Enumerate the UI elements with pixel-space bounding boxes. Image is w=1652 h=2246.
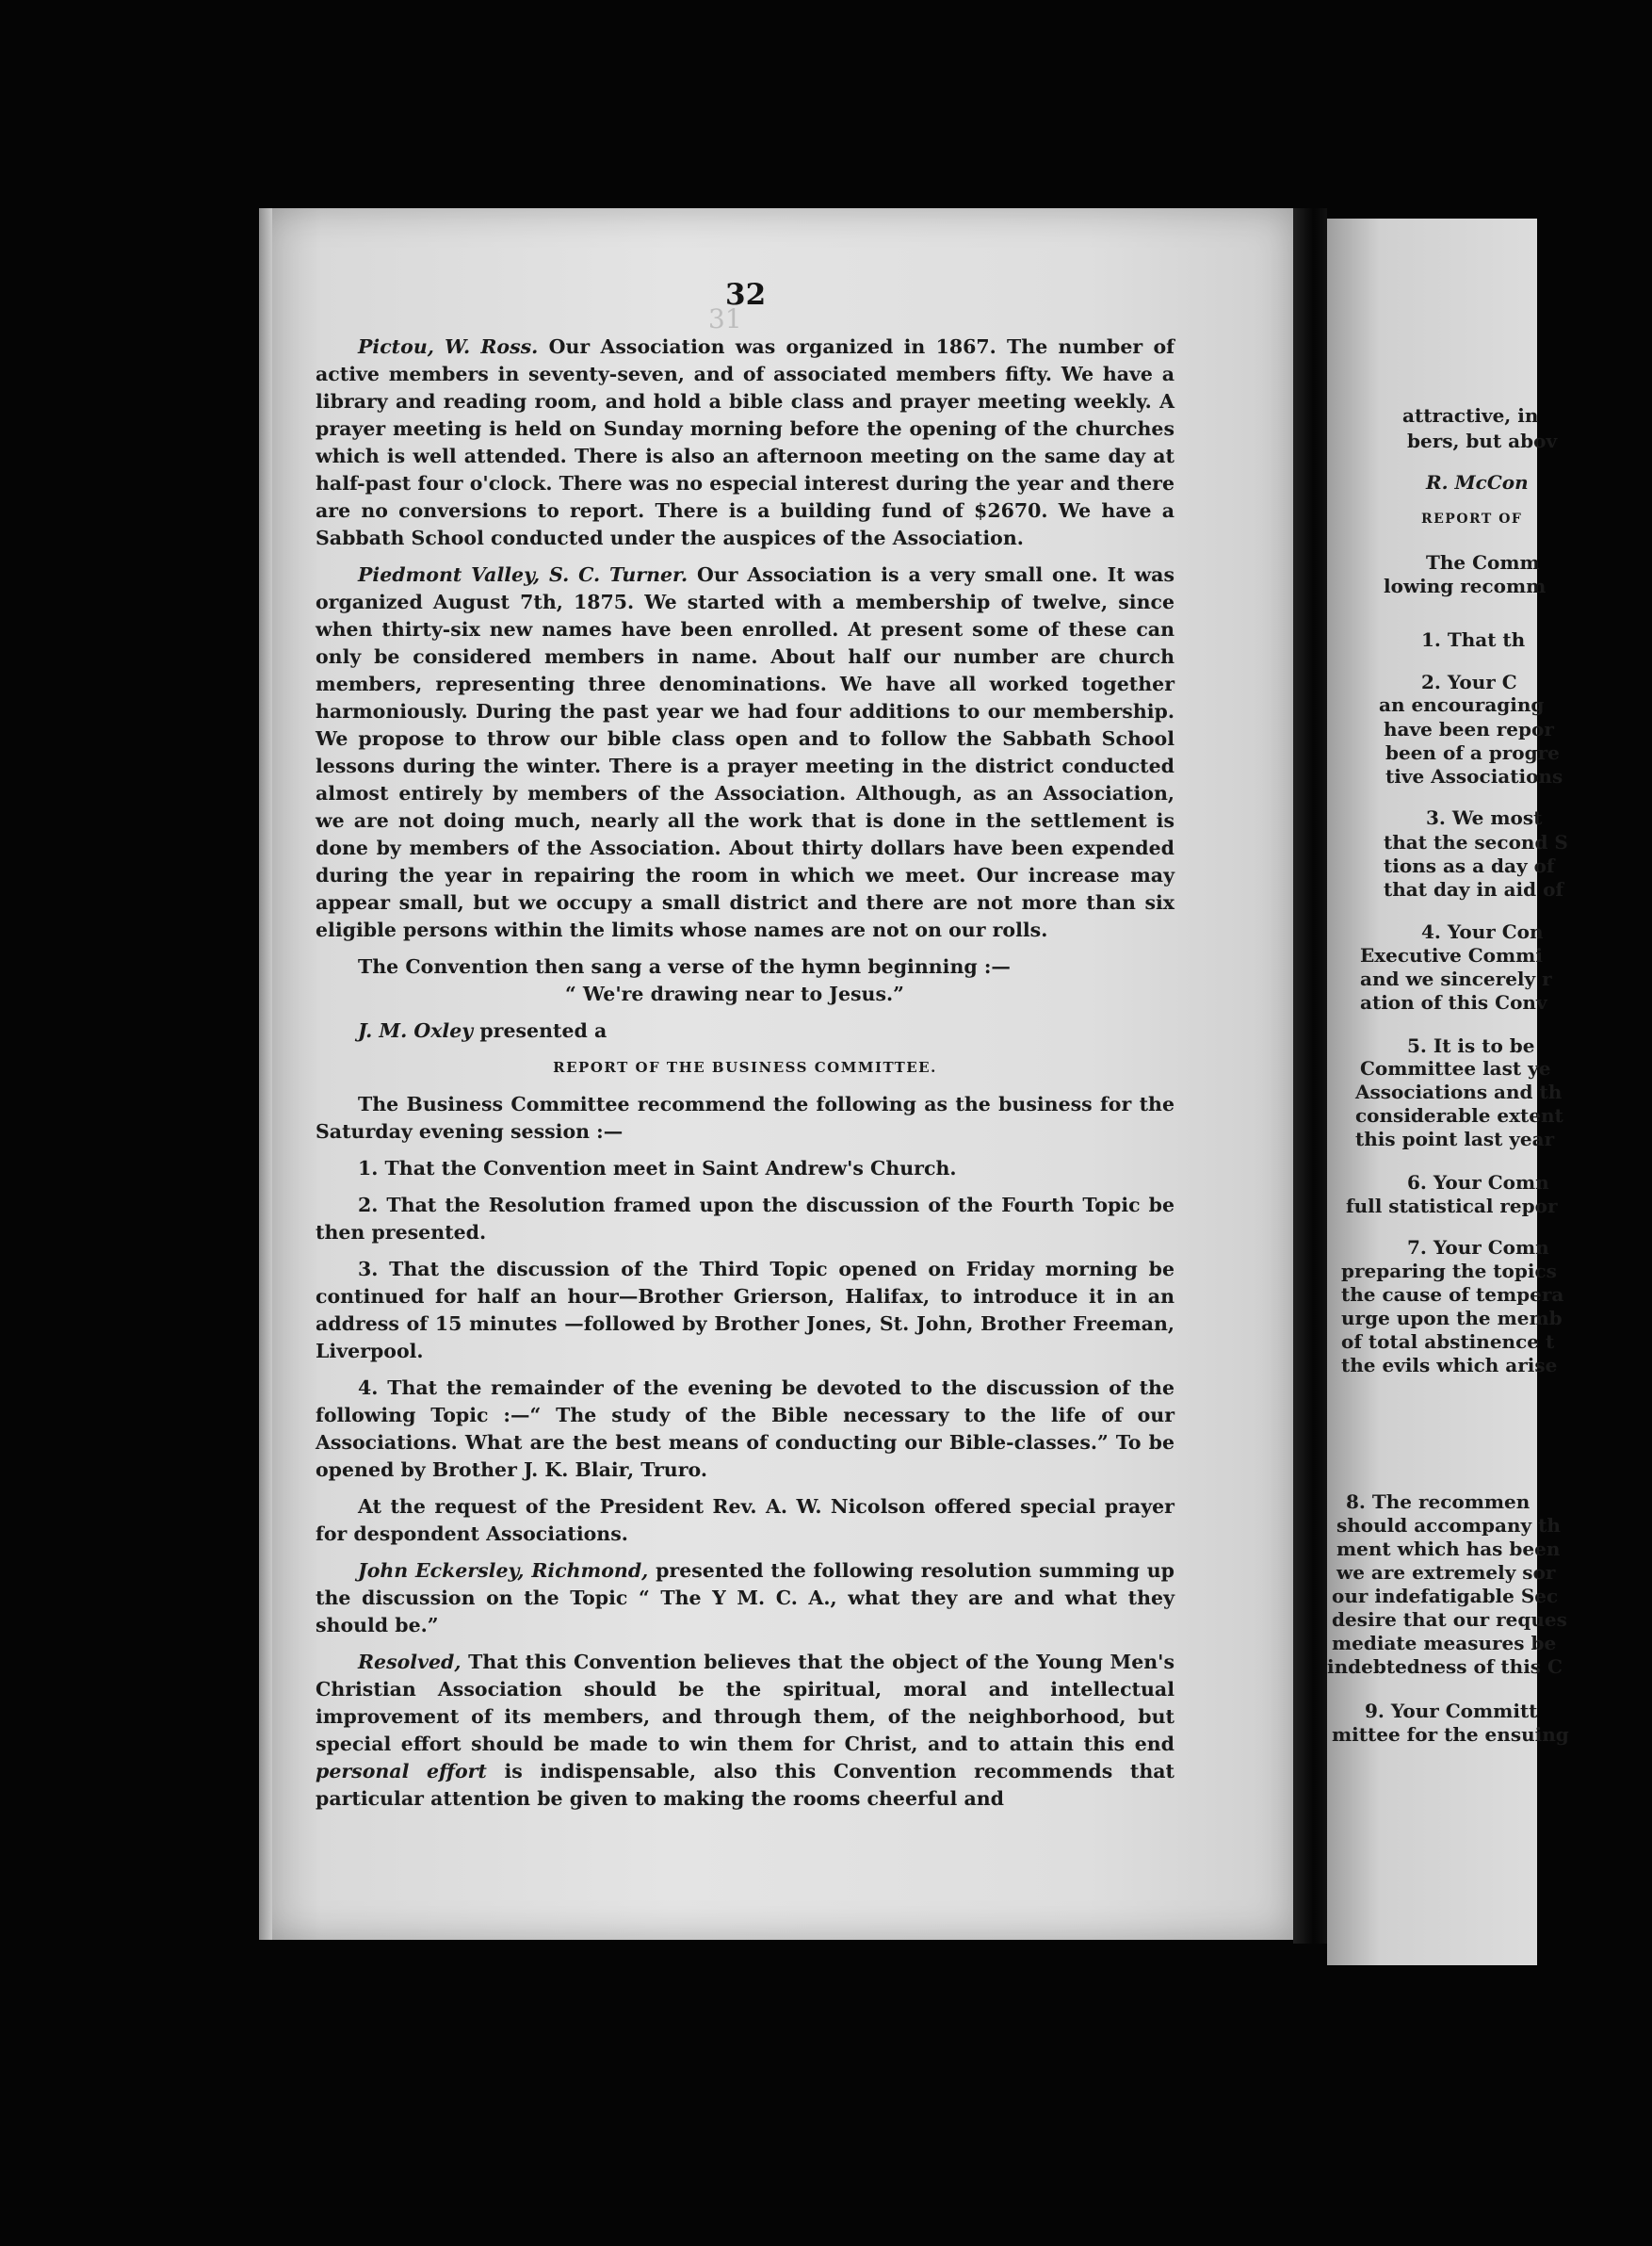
facing-page-line: 2. Your C	[1421, 671, 1517, 693]
facing-page-line: an encouraging	[1379, 693, 1545, 716]
facing-page-line: 6. Your Comn	[1407, 1171, 1549, 1194]
emphasis: personal effort	[316, 1760, 487, 1782]
page-number: 32	[725, 278, 767, 312]
facing-page-line: The Comm	[1426, 551, 1540, 574]
facing-page-line: attractive, in	[1402, 404, 1539, 427]
facing-page-line: 7. Your Comn	[1407, 1236, 1549, 1259]
paragraph-hymn-intro: The Convention then sang a verse of the hymn beginning :—	[358, 955, 1011, 978]
paragraph-body: presented the following resolution summing up the discussion on the Topic “ The Y M. C. A., what they are and what they should be.”	[316, 1559, 1174, 1636]
facing-page-line: 3. We most	[1426, 806, 1543, 829]
page-right-facing	[1327, 219, 1569, 1965]
facing-page-line: that the second S	[1384, 831, 1568, 854]
facing-page-line: bers, but abov	[1407, 430, 1558, 452]
facing-page-line: Executive Commi	[1360, 944, 1543, 967]
paragraph-oxley	[316, 1017, 1174, 1045]
facing-page-line: 9. Your Committ	[1365, 1700, 1538, 1722]
list-item-4: 4. That the remainder of the evening be devoted to the discussion of the following Topic :—“ The study of the Bible necessary to the life of our Associations. What are the best means of conducting our Bible-classes.” To be opened by Brother J. K. Blair, Truro.	[316, 1376, 1174, 1481]
facing-page-line: urge upon the memb	[1341, 1307, 1563, 1329]
facing-page-line: the evils which arise	[1341, 1354, 1558, 1376]
speaker-name: John Eckersley, Richmond,	[358, 1559, 649, 1582]
facing-page-line: lowing recomm	[1384, 575, 1547, 597]
facing-page-line: of total abstinence t	[1341, 1330, 1555, 1353]
paragraph-resolved	[316, 1649, 1174, 1813]
book-gutter	[1293, 208, 1327, 1944]
facing-page-line: considerable extent	[1355, 1104, 1563, 1127]
facing-page-line: we are extremely sor	[1336, 1561, 1556, 1584]
facing-page-line: should accompany th	[1336, 1514, 1561, 1537]
facing-page-line: ation of this Conv	[1360, 991, 1547, 1014]
speaker-name: J. M. Oxley	[358, 1019, 474, 1042]
facing-page-line: 8. The recommen	[1346, 1490, 1531, 1513]
section-heading: REPORT OF THE BUSINESS COMMITTEE.	[553, 1059, 937, 1076]
list-item-3: 3. That the discussion of the Third Topic opened on Friday morning be continued for half an hour—Brother Grierson, Halifax, to introduce it in an address of 15 minutes —followed by Brother Jones, St. John, Brother Freeman, Liverpool.	[316, 1258, 1174, 1362]
facing-page-line: full statistical repor	[1346, 1195, 1558, 1217]
hymn-title: “ We're drawing near to Jesus.”	[565, 983, 904, 1005]
facing-page-line: R. McCon	[1426, 471, 1529, 494]
facing-page-line: tive Associations	[1385, 765, 1563, 788]
facing-page-line: preparing the topics	[1341, 1260, 1557, 1282]
speaker-name: Pictou, W. Ross.	[358, 335, 539, 358]
facing-page-line: mittee for the ensuing	[1332, 1723, 1569, 1746]
resolved-label: Resolved,	[358, 1651, 462, 1673]
facing-page-line: 5. It is to be	[1407, 1034, 1535, 1057]
facing-page-line: 1. That th	[1421, 628, 1526, 651]
paragraph-eckersley	[316, 1557, 1174, 1639]
list-item-1: 1. That the Convention meet in Saint Andrew's Church.	[358, 1157, 957, 1180]
paragraph-body: That this Convention believes that the object of the Young Men's Christian Association should be the spiritual, moral and intellectual improvement of its members, and through them, of the neighborhood, but special effort should be made to win them for Christ, and to attain this end	[316, 1651, 1174, 1755]
paragraph-body: Our Association is a very small one. It was organized August 7th, 1875. We started with a membership of twelve, since when thirty-six new names have been enrolled. At present some of these can only be considered members in name. About half our number are church members, representing three denominations. We have all worked together harmoniously. During the past year we had four additions to our membership. We propose to throw our bible class open and to follow the Sabbath School lessons during the winter. There is a prayer meeting in the district conducted almost entirely by members of the Association. Although, as an Association, we are not doing much, nearly all the work that is done in the settlement is done by members of the Association. About thirty dollars have been expended during the year in repairing the room in which we meet. Our increase may appear small, but we occupy a small district and there are not more than six eligible persons within the limits whose names are not on our rolls.	[316, 563, 1175, 941]
facing-page-line: our indefatigable Sec	[1332, 1585, 1559, 1607]
facing-page-line: ment which has been	[1336, 1538, 1561, 1560]
facing-page-line: 4. Your Con	[1421, 920, 1544, 943]
paragraph-body: presented a	[479, 1019, 607, 1042]
paragraph-body: is indispensable, also this Convention recommends that particular attention be given to making the rooms cheerful and	[316, 1760, 1175, 1810]
facing-page-line: the cause of tempera	[1341, 1283, 1564, 1306]
paragraph-business-intro: The Business Committee recommend the following as the business for the Saturday evening session :—	[316, 1093, 1174, 1143]
facing-page-line: have been repor	[1384, 718, 1554, 741]
page-number-bleedthrough: 31	[708, 303, 742, 334]
facing-page-line: desire that our reques	[1332, 1608, 1567, 1631]
paragraph-body: Our Association was organized in 1867. The number of active members in seventy-seven, and of associated members fifty. We have a library and reading room, and hold a bible class and prayer meeting weekly. A prayer meeting is held on Sunday morning before the opening of the churches which is well attended. There is also an afternoon meeting on the same day at half-past four o'clock. There was no especial interest during the year and there are no conversions to report. There is a building fund of $2670. We have a Sabbath School conducted under the auspices of the Association.	[316, 335, 1174, 549]
facing-page-line: that day in aid of	[1384, 878, 1564, 901]
paragraph-piedmont	[316, 562, 1174, 944]
paragraph-pictou	[316, 334, 1174, 552]
facing-page-line: REPORT OF	[1421, 512, 1523, 527]
list-item-2: 2. That the Resolution framed upon the discussion of the Fourth Topic be then presented.	[316, 1194, 1174, 1244]
facing-page-line: been of a progre	[1385, 741, 1560, 764]
speaker-name: Piedmont Valley, S. C. Turner.	[358, 563, 688, 586]
main-text-block	[316, 334, 1174, 1822]
paragraph-prayer: At the request of the President Rev. A. W. Nicolson offered special prayer for despondent Associations.	[316, 1495, 1174, 1545]
facing-page-line: indebtedness of this C	[1327, 1655, 1563, 1678]
facing-page-line: Committee last ye	[1360, 1057, 1551, 1080]
facing-page-line: tions as a day of	[1384, 854, 1555, 877]
facing-page-line: mediate measures be	[1332, 1632, 1557, 1654]
facing-page-line: this point last year	[1355, 1128, 1555, 1150]
facing-page-line: Associations and th	[1355, 1081, 1563, 1103]
facing-page-line: and we sincerely r	[1360, 968, 1552, 990]
